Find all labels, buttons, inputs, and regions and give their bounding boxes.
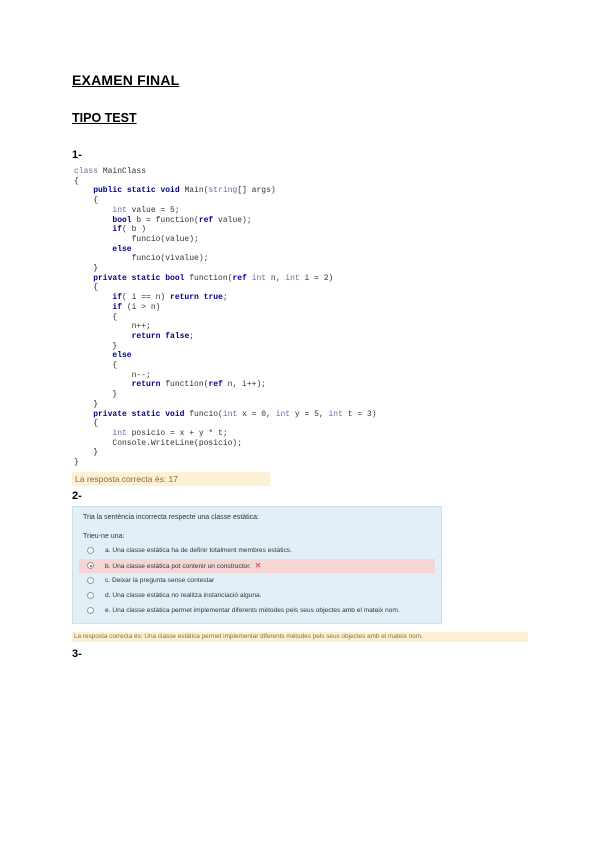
question-prompt: Trieu-ne una: bbox=[83, 533, 125, 540]
code-line: } bbox=[74, 399, 99, 409]
code-line: { bbox=[74, 312, 118, 322]
option-e-label: e. Una classe estàtica permet implementar diferents mètodes pels seus objectes amb el mateix nom. bbox=[105, 607, 400, 614]
code-line: int value = 5; bbox=[112, 205, 180, 215]
correct-answer-1: La resposta correcta és: 17 bbox=[72, 472, 270, 486]
code-line: } bbox=[74, 448, 99, 458]
correct-answer-2: La resposta correcta és: Una classe estàtica permet implementar diferents mètodes pels seus objectes amb el mateix nom. bbox=[72, 632, 528, 642]
option-d-label: d. Una classe estàtica no realitza instanciació alguna. bbox=[105, 592, 262, 599]
code-line: private static void funcio(int x = 0, int y = 5, int t = 3) bbox=[93, 409, 377, 419]
code-block bbox=[74, 167, 404, 468]
radio-button-c[interactable] bbox=[87, 577, 94, 584]
code-line: public static void Main(string[] args) bbox=[93, 186, 276, 196]
code-line: funcio(vivalue); bbox=[74, 254, 209, 264]
code-line: else bbox=[112, 244, 132, 254]
option-d[interactable] bbox=[79, 589, 435, 603]
code-line: n--; bbox=[74, 370, 151, 380]
code-line: if (i > n) bbox=[112, 302, 161, 312]
code-line: { bbox=[74, 196, 99, 206]
code-line: Console.WriteLine(posicio); bbox=[74, 438, 243, 448]
code-line: } bbox=[74, 264, 99, 274]
code-line: class MainClass bbox=[74, 167, 147, 176]
code-line: { bbox=[74, 419, 99, 429]
code-line: else bbox=[112, 351, 132, 361]
radio-button-b[interactable] bbox=[87, 562, 94, 569]
radio-button-e[interactable] bbox=[87, 607, 94, 614]
option-b[interactable] bbox=[79, 559, 435, 573]
question-number-3: 3- bbox=[72, 648, 82, 660]
option-b-label-wrap bbox=[105, 559, 261, 574]
option-e[interactable] bbox=[79, 604, 435, 618]
code-line: int posicio = x + y * t; bbox=[112, 428, 228, 438]
code-line: if( b ) bbox=[112, 225, 147, 235]
code-line: private static bool function(ref int n, int i = 2) bbox=[93, 273, 334, 283]
question-number-2: 2- bbox=[72, 490, 82, 502]
code-line: return false; bbox=[131, 331, 195, 341]
code-line: } bbox=[74, 341, 118, 351]
code-line: { bbox=[74, 361, 118, 371]
option-a[interactable] bbox=[79, 544, 435, 558]
incorrect-icon: ✕ bbox=[254, 561, 262, 570]
option-c[interactable] bbox=[79, 574, 435, 588]
section-title: TIPO TEST bbox=[72, 111, 137, 125]
code-line: funcio(value); bbox=[74, 234, 199, 244]
option-b-label: b. Una classe estàtica pot contenir un constructor. bbox=[105, 563, 251, 570]
code-line: { bbox=[74, 283, 99, 293]
page-title: EXAMEN FINAL bbox=[72, 72, 180, 88]
question-box bbox=[72, 506, 442, 624]
radio-button-a[interactable] bbox=[87, 547, 94, 554]
code-line: return function(ref n, i++); bbox=[131, 380, 267, 390]
option-a-label: a. Una classe estàtica ha de definir totalment membres estàtics. bbox=[105, 547, 292, 554]
code-line: { bbox=[74, 176, 79, 186]
code-line: n++; bbox=[74, 322, 151, 332]
code-line: } bbox=[74, 458, 79, 468]
question-text: Tria la sentència incorrecta respecte una classe estàtica: bbox=[83, 514, 259, 521]
option-c-label: c. Deixar la pregunta sense contestar bbox=[105, 577, 215, 584]
code-line: } bbox=[74, 390, 118, 400]
code-line: if( i == n) return true; bbox=[112, 293, 228, 303]
question-number-1: 1- bbox=[72, 149, 82, 161]
code-line: bool b = function(ref value); bbox=[112, 215, 252, 225]
radio-button-d[interactable] bbox=[87, 592, 94, 599]
